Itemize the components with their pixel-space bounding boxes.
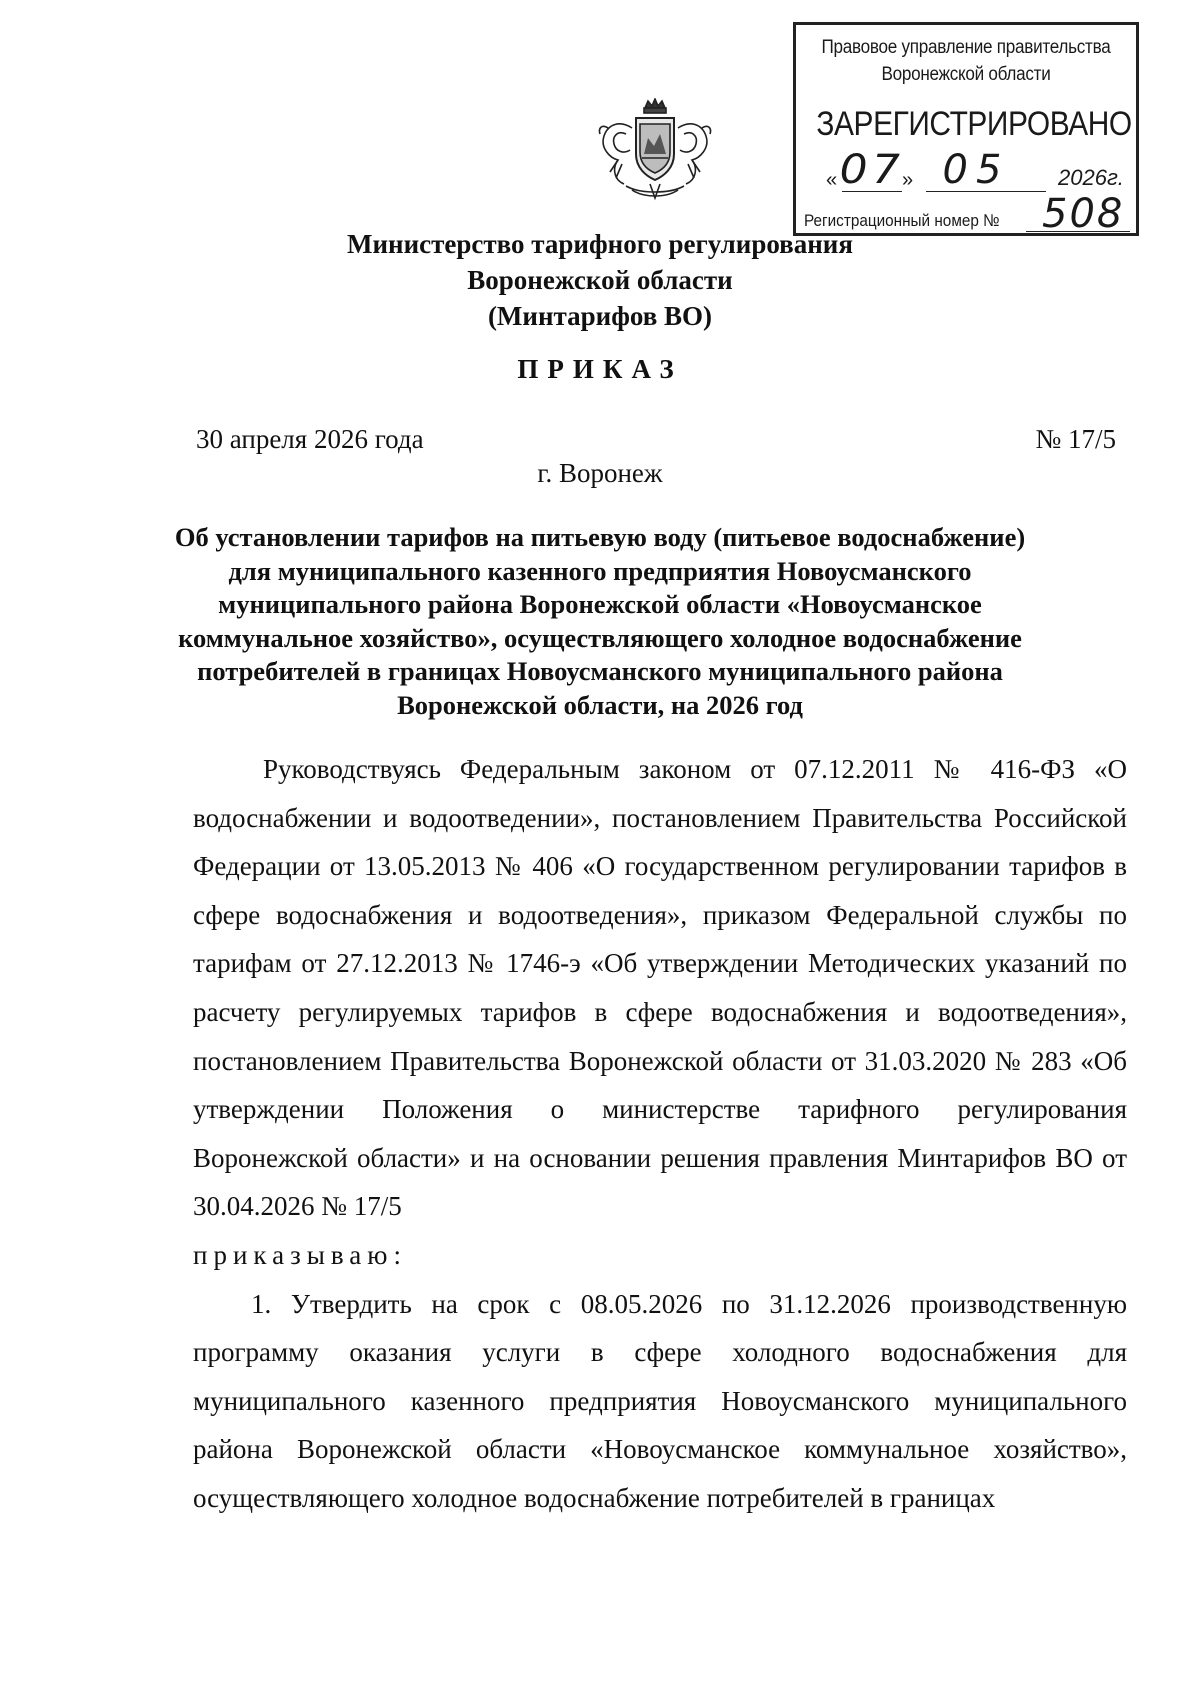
title-line: потребителей в границах Новоусманского муниципального района [197, 656, 1003, 686]
order-item-1: 1. Утвердить на срок с 08.05.2026 по 31.12.2026 производственную программу оказания услуги в сфере холодного водоснабжения для муниципального казенного предприятия Новоусманского муниципального района Воронежской области «Новоусманское коммунальное хозяйство», осуществляющего холодное водоснабжение потребителей в границах [193, 1288, 1127, 1513]
title-line: Воронежской области, на 2026 год [397, 689, 803, 720]
stamp-date [826, 147, 1124, 197]
preamble-paragraph: Руководствуясь Федеральным законом от 07.12.2011 № 416-ФЗ «О водоснабжении и водоотведении», постановлением Правительства Российской Федерации от 13.05.2013 № 406 «О государственном регулировании тарифов в сфере водоснабжения и водоотведения», приказом Федеральной службы по тарифам от 27.12.2013 № 1746-э «Об утверждении Методических указаний по расчету регулируемых тарифов в сфере водоснабжения и водоотведения», постановлением Правительства Воронежской области от 31.03.2020 № 283 «Об утверждении Положения о министерстве тарифного регулирования Воронежской области» и на основании решения правления Минтарифов ВО от 30.04.2026 № 17/5 [193, 754, 1127, 1222]
stamp-year: 2026г. [1058, 165, 1124, 190]
stamp-quote-close: » [902, 169, 914, 191]
title-line: для муниципального казенного предприятия Новоусманского [228, 555, 972, 586]
title-line: коммунальное хозяйство», осуществляющего холодное водоснабжение [178, 622, 1022, 653]
stamp-month: 05 [942, 147, 1010, 193]
order-directive-word: приказываю: [193, 1239, 407, 1270]
stamp-authority-line1: Правовое управление правительства [821, 37, 1111, 58]
title-line: Об установлении тарифов на питьевую воду (питьевое водоснабжение) [174, 522, 1026, 552]
order-body [193, 745, 1127, 1523]
order-date: 30 апреля 2026 года [196, 424, 424, 454]
order-title [150, 521, 1050, 722]
stamp-month-underline [926, 191, 1046, 192]
ministry-name-line2: Воронежской области [467, 265, 733, 295]
stamp-day: 07 [839, 147, 905, 193]
ministry-name-line1: Министерство тарифного регулирования [347, 229, 853, 259]
stamp-day-underline [842, 191, 902, 192]
stamp-registered-label: ЗАРЕГИСТРИРОВАНО [816, 105, 1132, 143]
coat-of-arms-icon [596, 98, 714, 202]
stamp-quote-open: « [826, 169, 838, 191]
ministry-header [0, 226, 1200, 334]
registration-stamp [793, 22, 1139, 236]
stamp-regnum-value: 508 [1042, 191, 1125, 237]
order-number: № 17/5 [1035, 424, 1116, 454]
stamp-authority-line2: Воронежской области [881, 64, 1051, 85]
order-city: г. Воронеж [537, 458, 663, 488]
ministry-name-line3: (Минтарифов ВО) [487, 301, 713, 331]
title-line: муниципального района Воронежской области «Новоусманское [218, 589, 982, 619]
stamp-regnum-label: Регистрационный номер № [804, 211, 1000, 230]
document-type-heading: ПРИКАЗ [517, 354, 683, 384]
